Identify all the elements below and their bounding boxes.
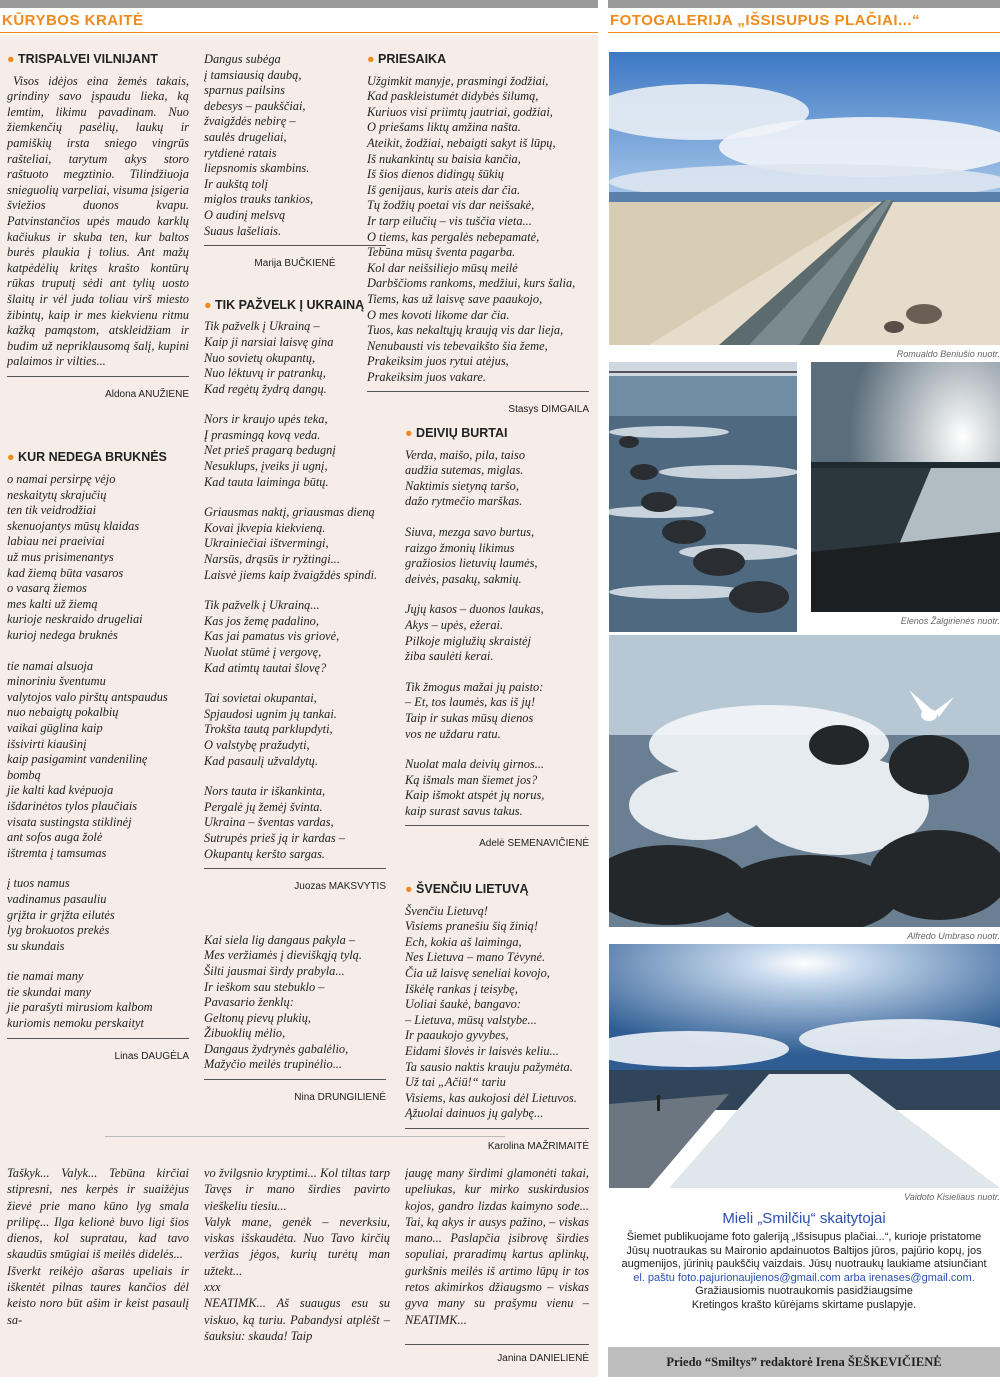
stanza: Verda, maišo, pila, taiso audžia sutemas, miglas. Naktimis sietyną taršo, dažo rytmečio marškas. (405, 447, 526, 509)
top-rule-right (608, 0, 1000, 8)
photo-credit: Romualdo Beniušio nuotr. (896, 349, 1000, 359)
stanza: Nors tauta ir iškankinta, Pergalė jų žemėj švinta. Ukraina – šventas vardas, Sutrupės prieš ją ir kardas – Okupantų keršto sargas. (204, 784, 346, 861)
photo-sun-sea (811, 362, 1000, 612)
stanza: Dangus subėga į tamsiausią daubą, sparnus pailsins debesys – paukščiai, žvaigždės nebirę – saulės drugeliai, rytdienė ratais liepsnomis skambins. Ir aukštą tolį miglos trauks tankios, O audinį melsvą Suaus lašeliais. (204, 52, 314, 238)
section-title-kurybos: KŪRYBOS KRAITĖ (2, 12, 144, 29)
author: Adelė SEMENAVIČIENĖ (405, 825, 589, 852)
poem-title-text: ŠVENČIU LIETUVĄ (416, 882, 529, 897)
stanza: Nors ir kraujo upės teka, Į prasmingą kovą veda. Net prieš pragarą bedugnį Nesuklups, įveiks ji ugnį, Kad tauta laiminga būtų. (204, 412, 336, 489)
stanza: Griausmas naktį, griausmas dieną Kovai įkvepia kiekvieną. Ukrainiečiai ištvermingi, Narsūs, drąsūs ir ryžtingi... Laisvė jiems kaip žvaigždės spindi. (204, 505, 378, 582)
top-rule-left (0, 0, 598, 8)
author: Marija BUČKIENĖ (204, 245, 386, 272)
prose-column-2: vo žvilgsnio kryptimi... Kol tiltas tarp Tavęs ir mano širdies pavirto vieškeliu tiesiu... Valyk mane, genėk – neverksiu, viskas išskaudėta. Nuo Tavo kirčių veržias jėgos, kurių turėtų man užtekt... xxx NEATIMK... Aš suaugus esu su viskuo, ką turiu. Pabandysi atplėšt – šauksiu: skauda! Taip (204, 1166, 390, 1343)
photo-splash-rocks-gull (609, 635, 1000, 927)
notice-closing: Gražiausiomis nuotraukomis pasidžiaugsime Kretingos krašto kūrėjams skirtame puslapyje. (691, 1285, 917, 1311)
poem-title-text: TIK PAŽVELK Į UKRAINĄ (215, 297, 365, 312)
column-2 (204, 52, 386, 1106)
poem-title: ● ŠVENČIU LIETUVĄ (405, 882, 529, 897)
author: Juozas MAKSVYTIS (204, 868, 386, 895)
poem-body: Visos idėjos eina žemės takais, grindiny savo įspaudu lieka, ką lemtim, likimu pavadinam. Nuo žiemkenčių pasėlių, laukų ir pamiškių irsta sniego vingrūs rašteliai, tarytum akys storo raštuoto megztinio. Tilindžiuoja snieguolių varpeliai, visuma įsigeria šviežios duonos kvapu. Patvinstančios upės maudo karklų kačiukus ir skuba ten, kur baltos burės plaukia į tolius. Ant mažų katpėdėlių kritęs krašto kontūrų rūkas truputį sėdi ant tylių uosto šlaitų ir vėl juda toliau virš miesto žibintų, kaip ir mes kiekvienu ritmu kažką pamąstom, atskleidžiam ir budim už nepriklausomą šalį, kupini palaimos ir vilties... (7, 73, 189, 369)
stanza: į tuos namus vadinamus pasauliu grįžta ir grįžta eilutės lyg brokuotos prekės su skundais (7, 876, 115, 953)
stanza: Jųjų kasos – duonos laukas, Akys – upės, ežerai. Pilkoje miglužių skraistėj žiba saulėti kerai. (405, 602, 544, 664)
poem-title: ● TRISPALVEI VILNIJANT (7, 52, 158, 66)
photo-credit: Elenos Žalgirienės nuotr. (900, 616, 1000, 626)
stanza: Švenčiu Lietuvą! Visiems pranešiu šią žinią! Ech, kokia aš laiminga, Nes Lietuva – mano Tėvynė. Čia už laisvę seneliai kovojo, Iškėlę rankas į teisybę, Uoliai šaukė, bangavo: – Lietuva, mūsų valstybe... Ir paaukojo gyvybes, Eidami šlovės ir laisvės keliu... Ta sausio naktis krauju pažymėta. Už tai „Ačiū!“ tariu Visiems, kas aukojosi dėl Lietuvos. Ąžuolai dainuos jų galybę... (405, 903, 577, 1121)
column-3b (405, 426, 589, 1155)
photo-sunny-shore (609, 944, 1000, 1188)
poem-title-text: DEIVIŲ BURTAI (416, 426, 508, 440)
photo-beach-channel (609, 52, 1000, 345)
stanza: tie namai many tie skundai many jie parašyti mirusiom kalbom kuriomis nemoku perskaityt (7, 969, 153, 1031)
poem-title: ● KUR NEDEGA BRUKNĖS (7, 450, 167, 465)
notice-body: Šiemet publikuojame foto galeriją „Išsisupus plačiai...“, kurioje pristatome Jūsų nuotraukas su Maironio apdainuotos Baltijos jūros, pajūrio kopų, jos augmenijos, jūrinių paukščių vaizdais. Jūsų nuotraukų laukiame atsiunčiant (621, 1231, 987, 1270)
poem-title: ● TIK PAŽVELK Į UKRAINĄ (204, 297, 365, 312)
stanza: Siuva, mezga savo burtus, raizgo žmonių likimus gražiosios lietuvių laumės, deivės, pasakų, sakmių. (405, 524, 538, 586)
stanza: Nuolat mala deivių girnos... Ką išmals man šiemet jos? Kaip išmokt atspėt jų norus, kaip surast savus takus. (405, 757, 545, 818)
poem-title-text: KUR NEDEGA BRUKNĖS (18, 450, 167, 465)
photo-credit: Alfredo Umbraso nuotr. (907, 931, 1000, 941)
column-1 (7, 52, 189, 1064)
author: Janina DANIELIENĖ (405, 1344, 589, 1364)
poem-title: ● PRIESAIKA (367, 52, 447, 66)
poem-title-text: TRISPALVEI VILNIJANT (18, 52, 158, 66)
stanza: Tik pažvelk į Ukrainą... Kas jos žemę padalino, Kas jai pamatus vis griovė, Nuolat stūmė į vergovę, Kad atimtų tautai šlovę? (204, 598, 340, 675)
title-underline-left (0, 32, 598, 33)
stanza: o namai persirpę vėjo neskaitytų skrajučių ten tik veidrodžiai skenuojantys mūsų klaidas labiau nei praeiviai už mus prisimenantys kad žiemą būta vasaros o vasarą žiemos mes kalti už žiemą kurioje neskraido drugeliai kurioj nedega bruknės (7, 472, 143, 642)
photo-breakwater-waves (609, 362, 797, 632)
poem-title-text: PRIESAIKA (378, 52, 447, 66)
author: Karolina MAŽRIMAITĖ (405, 1128, 589, 1155)
prose-column-1: Taškyk... Valyk... Tebūna kirčiai stipresni, nes kerpės ir suaižėjus žievė prie mano kūno lyg smala prilipę... Ilga kelionė buvo ligi šios dienos, kol supratau, kad tavo skaudūs smūgiai iš meilės didelės... Išverkt reikėjo ašaras upeliais ir iškentėt pilnas taures kančios dėl keisto noro būt ašim ir keist pasaulį sa- (7, 1166, 189, 1327)
stanza: Kai siela lig dangaus pakyla – Mes veržiamės į dieviškąją tylą. Šilti jausmai širdy prabyla... Ir ieškom sau stebuklo – Pavasario ženklų: Geltonų pievų plukių, Žibuoklių mėlio, Dangaus žydrynės gabalėlio, Mažyčio meilės trupinėlio... (204, 932, 362, 1072)
stanza: tie namai alsuoja minoriniu šventumu valytojos valo pirštų antspaudus nuo nebaigtų pokalbių vaikai gūglina kaip išsivirti kiaušinį kaip pasigamint vandenilinę bombą jie kalti kad kvėpuoja išdarinėtos tylos plaučiais visata sustingsta stiklinėj ant sofos auga žolė ištremta į tamsumas (7, 658, 168, 860)
poem-title: ● DEIVIŲ BURTAI (405, 426, 508, 440)
stanza: Tik pažvelk į Ukrainą – Kaip ji narsiai laisvę gina Nuo sovietų okupantų, Nuo lėktuvų ir patrankų, Kad regėtų žydrą dangų. (204, 319, 334, 396)
notice-heading: Mieli „Smilčių“ skaitytojai (722, 1210, 886, 1227)
author: Stasys DIMGAILA (367, 391, 589, 418)
author: Aldona ANUŽIENE (7, 376, 189, 403)
column-3 (367, 52, 589, 418)
title-underline-right (608, 32, 1000, 33)
stanza: Tai sovietai okupantai, Spjaudosi ugnim jų tankai. Trokšta tautą parklupdyti, O valstybę pražudyti, Kad pasaulį užvaldytų. (204, 691, 337, 768)
stanza: Tik žmogus mažai jų paisto: – Et, tos laumės, kas iš jų! Taip ir sukas mūsų dienos vos ne uždaru ratu. (405, 679, 544, 741)
prose-divider (105, 1136, 505, 1137)
prose-column-3: įaugę many širdimi glamonėti takai, upeliukas, kur mirko suskirdusios kojos, gandro lizdas kaimyno sode... Tai, ką akys ir ausys pažino, – viskas mano... Paslapčia įsibrovę širdies sopuliai, praradimų kartus aplinkų, gurkšnis meilės iš artimo lūpų ir tos retos akimirkos džiaugsmo – viskas gyva many su prašymu vienu – NEATIMK... (405, 1166, 589, 1327)
section-title-fotogalerija: FOTOGALERIJA „IŠSISUPUS PLAČIAI...“ (610, 12, 921, 29)
editor-footer: Priedo “Smiltys” redaktorė Irena ŠEŠKEVIČIENĖ (608, 1347, 1000, 1377)
author: Linas DAUGĖLA (7, 1038, 189, 1065)
stanza: Užgimkit manyje, prasmingi žodžiai, Kad paskleistumėt didybės šilumą, Kuriuos visi priimtų jautriai, godžiai, O priešams liktų amžina našta. Ateikit, žodžiai, nebaigti sakyt iš lūpų, Iš nukankintų su baisia kančia, Iš šios dienos didingų šūkių Iš genijaus, kuris ateis dar čia. Tų žodžių poetai vis dar neišsakė, Ir tarp eilučių – vis tuščia vieta... O tiems, kas pergalės nebepamatė, Tebūna mūsų šventa pagarba. Kol dar neišsiliejo mūsų meilė Darbščioms rankoms, medžiui, kurs šalia, Tiems, kas už laisvę save paaukojo, O mes kovoti likome dar čia. Tuos, kas nekaltųjų kraują vis dar lieja, Nenubausti vis tebevaikšto šia žeme, Prakeiksim juos rytui atėjus, Prakeiksim juos vakare. (367, 73, 576, 384)
readers-notice (608, 1210, 1000, 1312)
photo-credit: Vaidoto Kisieliaus nuotr. (904, 1192, 1000, 1202)
notice-email-link[interactable]: el. paštu foto.pajurionaujienos@gmail.com arba irenases@gmail.com. (633, 1271, 975, 1284)
author: Nina DRUNGILIENĖ (204, 1079, 386, 1106)
